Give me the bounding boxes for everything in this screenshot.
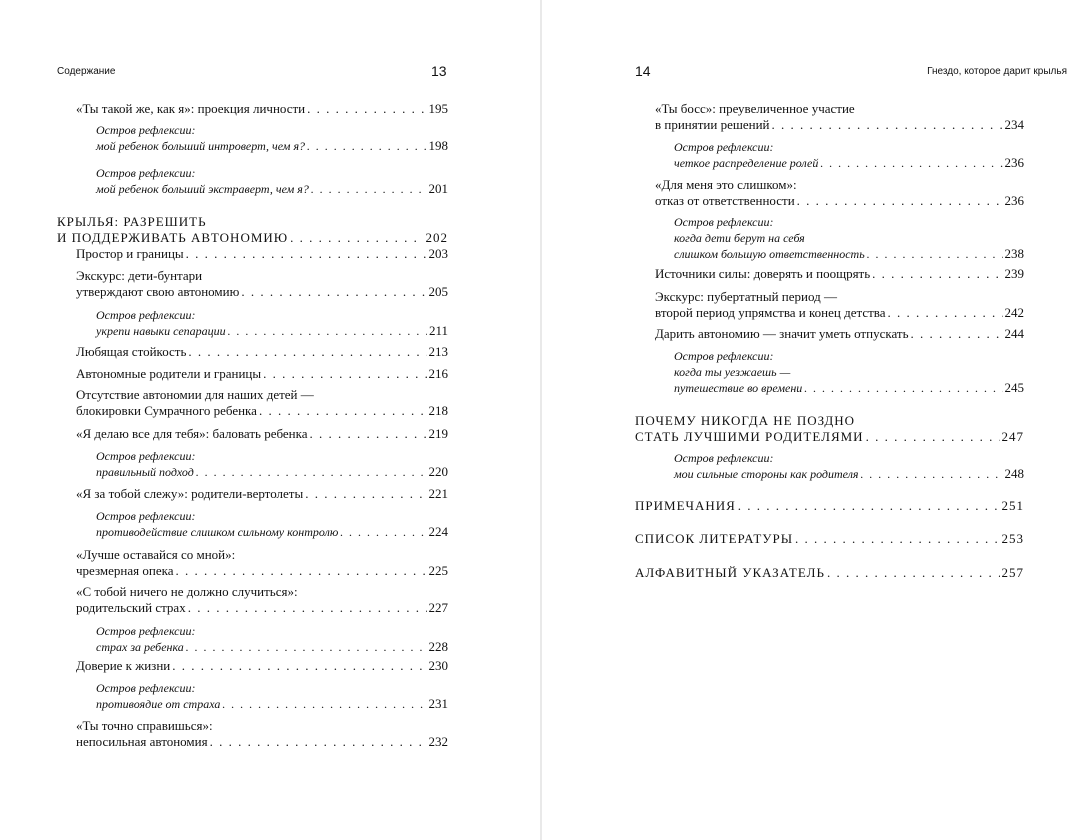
dot-leader bbox=[866, 429, 1000, 445]
toc-entry-title: непосильная автономия bbox=[76, 734, 208, 749]
toc-entry-title: слишком большую ответственность bbox=[674, 247, 865, 261]
toc-entry-title: четкое распределение ролей bbox=[674, 156, 819, 170]
toc-page-number: 220 bbox=[428, 464, 448, 479]
dot-leader bbox=[263, 366, 426, 382]
toc-line bbox=[96, 639, 448, 655]
page-number: 13 bbox=[431, 63, 447, 79]
toc-page-number: 221 bbox=[428, 486, 448, 501]
toc-entry bbox=[655, 101, 1024, 133]
toc-line bbox=[655, 193, 1024, 209]
toc-entry-title: Остров рефлексии: bbox=[96, 166, 196, 180]
toc-entry-title: страх за ребенка bbox=[96, 640, 184, 654]
toc-entry-title: «Ты босс»: преувеличенное участие bbox=[655, 101, 855, 116]
toc-entry bbox=[76, 547, 448, 579]
toc-line bbox=[57, 230, 448, 246]
toc-line bbox=[76, 600, 448, 616]
toc-page-number: 245 bbox=[1004, 380, 1024, 395]
toc-entry bbox=[76, 344, 448, 360]
dot-leader bbox=[797, 193, 1003, 209]
toc-line bbox=[76, 366, 448, 382]
toc-line bbox=[96, 524, 448, 540]
toc-line bbox=[655, 101, 1024, 117]
dot-leader bbox=[867, 246, 1003, 262]
toc-page-number: 211 bbox=[428, 323, 448, 338]
toc-entry-title: мой ребенок больший интроверт, чем я? bbox=[96, 139, 306, 153]
dot-leader bbox=[188, 344, 426, 360]
toc-line bbox=[76, 547, 448, 563]
toc-entry-title: мои сильные стороны как родителя bbox=[674, 467, 859, 481]
toc-entry bbox=[76, 246, 448, 262]
toc-page-number: 198 bbox=[428, 138, 448, 153]
dot-leader bbox=[804, 380, 1002, 396]
toc-reflection-entry bbox=[674, 139, 1024, 171]
toc-page-number: 227 bbox=[428, 600, 448, 615]
toc-line bbox=[76, 403, 448, 419]
toc-line bbox=[655, 305, 1024, 321]
dot-leader bbox=[311, 181, 427, 197]
dot-leader bbox=[861, 466, 1003, 482]
toc-line bbox=[674, 139, 1024, 155]
toc-entry-title: Остров рефлексии: bbox=[674, 451, 774, 465]
toc-entry-title: Простор и границы bbox=[76, 246, 184, 261]
toc-entry-title: Остров рефлексии: bbox=[96, 624, 196, 638]
dot-leader bbox=[872, 266, 1002, 282]
toc-line bbox=[635, 413, 1024, 429]
toc-entry-title: Остров рефлексии: bbox=[674, 349, 774, 363]
toc-entry-title: правильный подход bbox=[96, 465, 194, 479]
toc-reflection-entry bbox=[96, 623, 448, 655]
toc-entry-title: «Я делаю все для тебя»: баловать ребенка bbox=[76, 426, 308, 441]
toc-reflection-entry bbox=[96, 680, 448, 712]
toc-entry-title: «Лучше оставайся со мной»: bbox=[76, 547, 236, 562]
toc-entry-title: СТАТЬ ЛУЧШИМИ РОДИТЕЛЯМИ bbox=[635, 429, 864, 444]
toc-line bbox=[76, 563, 448, 579]
dot-leader bbox=[222, 696, 426, 712]
toc-entry-title: «Для меня это слишком»: bbox=[655, 177, 797, 192]
toc-section-entry bbox=[635, 531, 1024, 547]
toc-line bbox=[635, 429, 1024, 445]
toc-entry-title: Остров рефлексии: bbox=[96, 449, 196, 463]
toc-entry-title: Остров рефлексии: bbox=[96, 509, 196, 523]
toc-page-number: 228 bbox=[428, 639, 448, 654]
left-page bbox=[0, 0, 540, 840]
toc-line bbox=[96, 307, 448, 323]
toc-line bbox=[674, 155, 1024, 171]
toc-line bbox=[96, 181, 448, 197]
toc-entry-title: «Я за тобой слежу»: родители-вертолеты bbox=[76, 486, 304, 501]
page-number: 14 bbox=[635, 63, 651, 79]
toc-line bbox=[655, 326, 1024, 342]
toc-entry-title: блокировки Сумрачного ребенка bbox=[76, 403, 257, 418]
toc-line bbox=[76, 426, 448, 442]
toc-line bbox=[674, 380, 1024, 396]
dot-leader bbox=[772, 117, 1003, 133]
toc-page-number: 216 bbox=[428, 366, 448, 381]
toc-entry-title: Экскурс: дети-бунтари bbox=[76, 268, 203, 283]
toc-line bbox=[655, 266, 1024, 282]
toc-entry-title: укрепи навыки сепарации bbox=[96, 324, 226, 338]
toc-entry-title: И ПОДДЕРЖИВАТЬ АВТОНОМИЮ bbox=[57, 230, 289, 245]
toc-line bbox=[96, 165, 448, 181]
toc-entry-title: Любящая стойкость bbox=[76, 344, 187, 359]
toc-page-number: 247 bbox=[1001, 429, 1024, 444]
toc-line bbox=[76, 284, 448, 300]
toc-entry bbox=[76, 584, 448, 616]
toc-reflection-entry bbox=[96, 508, 448, 540]
toc-reflection-entry bbox=[674, 214, 1024, 262]
toc-entry bbox=[76, 718, 448, 750]
toc-line bbox=[635, 531, 1024, 547]
toc-line bbox=[674, 230, 1024, 246]
toc-line bbox=[655, 177, 1024, 193]
dot-leader bbox=[820, 155, 1002, 171]
toc-line bbox=[76, 734, 448, 750]
toc-entry-title: Экскурс: пубертатный период — bbox=[655, 289, 837, 304]
toc-page-number: 224 bbox=[428, 524, 448, 539]
dot-leader bbox=[310, 426, 427, 442]
dot-leader bbox=[738, 498, 1000, 514]
toc-section-entry bbox=[635, 565, 1024, 581]
toc-line bbox=[635, 498, 1024, 514]
toc-entry-title: Остров рефлексии: bbox=[674, 215, 774, 229]
toc-line bbox=[76, 387, 448, 403]
toc-page-number: 213 bbox=[428, 344, 448, 359]
toc-entry-title: Остров рефлексии: bbox=[674, 140, 774, 154]
toc-line bbox=[76, 246, 448, 262]
toc-entry bbox=[76, 426, 448, 442]
toc-section-entry bbox=[635, 413, 1024, 445]
toc-entry-title: родительский страх bbox=[76, 600, 186, 615]
toc-entry-title: АЛФАВИТНЫЙ УКАЗАТЕЛЬ bbox=[635, 565, 825, 580]
dot-leader bbox=[340, 524, 426, 540]
toc-line bbox=[96, 448, 448, 464]
toc-entry-title: чрезмерная опека bbox=[76, 563, 174, 578]
toc-line bbox=[57, 214, 448, 230]
dot-leader bbox=[186, 639, 427, 655]
toc-entry bbox=[655, 289, 1024, 321]
toc-entry-title: мой ребенок больший экстраверт, чем я? bbox=[96, 182, 309, 196]
dot-leader bbox=[241, 284, 426, 300]
toc-entry-title: второй период упрямства и конец детства bbox=[655, 305, 886, 320]
toc-line bbox=[76, 584, 448, 600]
toc-entry-title: противодействие слишком сильному контролю bbox=[96, 525, 339, 539]
toc-entry bbox=[655, 266, 1024, 282]
toc-entry-title: Автономные родители и границы bbox=[76, 366, 262, 381]
toc-entry-title: утверждают свою автономию bbox=[76, 284, 240, 299]
toc-entry-title: Источники силы: доверять и поощрять bbox=[655, 266, 871, 281]
dot-leader bbox=[290, 230, 423, 246]
toc-entry-title: «Ты точно справишься»: bbox=[76, 718, 213, 733]
toc-entry-title: ПОЧЕМУ НИКОГДА НЕ ПОЗДНО bbox=[635, 413, 855, 428]
dot-leader bbox=[259, 403, 427, 419]
dot-leader bbox=[196, 464, 427, 480]
toc-line bbox=[96, 464, 448, 480]
toc-page-number: 203 bbox=[428, 246, 448, 261]
toc-entry-title: СПИСОК ЛИТЕРАТУРЫ bbox=[635, 531, 794, 546]
toc-page-number: 218 bbox=[428, 403, 448, 418]
dot-leader bbox=[795, 531, 999, 547]
dot-leader bbox=[188, 600, 427, 616]
toc-page-number: 251 bbox=[1001, 498, 1024, 513]
toc-entry-title: Остров рефлексии: bbox=[96, 681, 196, 695]
toc-entry-title: Отсутствие автономии для наших детей — bbox=[76, 387, 314, 402]
toc-section-entry bbox=[57, 214, 448, 246]
toc-page-number: 248 bbox=[1004, 466, 1024, 481]
toc-line bbox=[96, 323, 448, 339]
dot-leader bbox=[176, 563, 427, 579]
toc-entry bbox=[76, 387, 448, 419]
toc-line bbox=[96, 696, 448, 712]
toc-page-number: 232 bbox=[428, 734, 448, 749]
toc-entry bbox=[76, 101, 448, 117]
toc-entry bbox=[76, 658, 448, 674]
running-head: Гнездо, которое дарит крылья bbox=[927, 66, 1067, 77]
toc-entry-title: путешествие во времени bbox=[674, 381, 803, 395]
toc-page-number: 236 bbox=[1004, 193, 1024, 208]
toc-line bbox=[655, 289, 1024, 305]
dot-leader bbox=[888, 305, 1003, 321]
toc-section-entry bbox=[635, 498, 1024, 514]
toc-line bbox=[76, 658, 448, 674]
toc-line bbox=[76, 344, 448, 360]
toc-reflection-entry bbox=[96, 448, 448, 480]
toc-page-number: 230 bbox=[428, 658, 448, 673]
toc-page-number: 238 bbox=[1004, 246, 1024, 261]
toc-reflection-entry bbox=[674, 450, 1024, 482]
toc-entry-title: Остров рефлексии: bbox=[96, 308, 196, 322]
toc-line bbox=[76, 486, 448, 502]
toc-page-number: 242 bbox=[1004, 305, 1024, 320]
toc-entry-title: Дарить автономию — значит уметь отпускать bbox=[655, 326, 909, 341]
toc-line bbox=[76, 101, 448, 117]
toc-entry-title: Доверие к жизни bbox=[76, 658, 171, 673]
toc-entry-title: КРЫЛЬЯ: РАЗРЕШИТЬ bbox=[57, 214, 207, 229]
dot-leader bbox=[911, 326, 1003, 342]
toc-line bbox=[96, 122, 448, 138]
toc-reflection-entry bbox=[674, 348, 1024, 396]
toc-entry-title: «С тобой ничего не должно случиться»: bbox=[76, 584, 298, 599]
toc-page-number: 239 bbox=[1004, 266, 1024, 281]
toc-entry-title: в принятии решений bbox=[655, 117, 770, 132]
toc-line bbox=[96, 508, 448, 524]
dot-leader bbox=[172, 658, 426, 674]
toc-line bbox=[674, 466, 1024, 482]
toc-entry-title: Остров рефлексии: bbox=[96, 123, 196, 137]
toc-line bbox=[635, 565, 1024, 581]
dot-leader bbox=[307, 138, 426, 154]
toc-line bbox=[674, 246, 1024, 262]
toc-line bbox=[655, 117, 1024, 133]
toc-line bbox=[674, 450, 1024, 466]
toc-reflection-entry bbox=[96, 307, 448, 339]
toc-line bbox=[96, 680, 448, 696]
toc-entry-title: когда ты уезжаешь — bbox=[674, 365, 791, 379]
toc-entry bbox=[76, 486, 448, 502]
dot-leader bbox=[827, 565, 1000, 581]
toc-line bbox=[76, 718, 448, 734]
toc-line bbox=[674, 364, 1024, 380]
toc-page-number: 236 bbox=[1004, 155, 1024, 170]
dot-leader bbox=[305, 486, 426, 502]
toc-entry bbox=[76, 366, 448, 382]
toc-page-number: 201 bbox=[428, 181, 448, 196]
toc-entry-title: ПРИМЕЧАНИЯ bbox=[635, 498, 736, 513]
toc-page-number: 253 bbox=[1001, 531, 1024, 546]
toc-entry-title: противоядие от страха bbox=[96, 697, 221, 711]
toc-entry-title: отказ от ответственности bbox=[655, 193, 795, 208]
toc-entry bbox=[76, 268, 448, 300]
dot-leader bbox=[228, 323, 427, 339]
toc-page-number: 205 bbox=[428, 284, 448, 299]
running-head: Содержание bbox=[57, 66, 116, 77]
right-page bbox=[542, 0, 1082, 840]
toc-page-number: 257 bbox=[1001, 565, 1024, 580]
toc-line bbox=[674, 214, 1024, 230]
toc-line bbox=[76, 268, 448, 284]
toc-entry bbox=[655, 177, 1024, 209]
toc-reflection-entry bbox=[96, 122, 448, 154]
toc-reflection-entry bbox=[96, 165, 448, 197]
toc-page-number: 231 bbox=[428, 696, 448, 711]
toc-entry-title: «Ты такой же, как я»: проекция личности bbox=[76, 101, 306, 116]
toc-page-number: 225 bbox=[428, 563, 448, 578]
dot-leader bbox=[186, 246, 427, 262]
dot-leader bbox=[210, 734, 427, 750]
toc-page-number: 234 bbox=[1004, 117, 1024, 132]
toc-line bbox=[674, 348, 1024, 364]
toc-page-number: 202 bbox=[425, 230, 448, 245]
toc-entry bbox=[655, 326, 1024, 342]
toc-line bbox=[96, 623, 448, 639]
toc-entry-title: когда дети берут на себя bbox=[674, 231, 805, 245]
toc-line bbox=[96, 138, 448, 154]
dot-leader bbox=[307, 101, 426, 117]
toc-page-number: 195 bbox=[428, 101, 448, 116]
toc-page-number: 244 bbox=[1004, 326, 1024, 341]
toc-page-number: 219 bbox=[428, 426, 448, 441]
